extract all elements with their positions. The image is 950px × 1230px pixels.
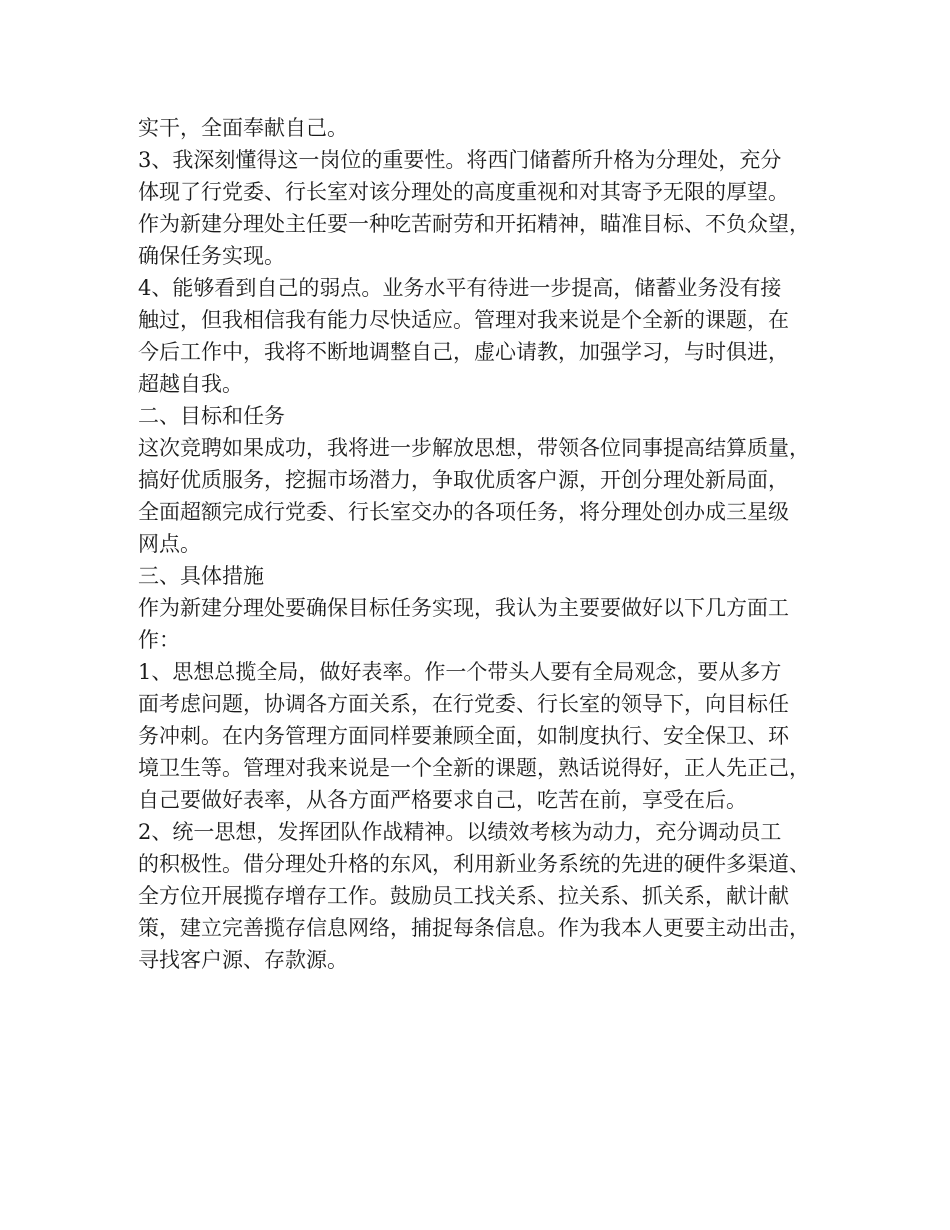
text-line: 全面超额完成行党委、行长室交办的各项任务，将分理处创办成三星级 xyxy=(138,500,789,524)
text-line: 网点。 xyxy=(138,532,201,556)
text-line: 作： xyxy=(138,628,180,652)
text-line: 作为新建分理处要确保目标任务实现，我认为主要要做好以下几方面工 xyxy=(138,596,789,620)
text-line: 务冲刺。在内务管理方面同样要兼顾全面，如制度执行、安全保卫、环 xyxy=(138,724,789,748)
text-line: 作为新建分理处主任要一种吃苦耐劳和开拓精神，瞄准目标、不负众望， xyxy=(138,212,810,236)
section-heading: 三、具体措施 xyxy=(138,564,264,588)
text-line: 寻找客户源、存款源。 xyxy=(138,948,348,972)
document-body xyxy=(138,112,838,976)
text-line: 2、统一思想，发挥团队作战精神。以绩效考核为动力，充分调动员工 xyxy=(138,820,782,844)
section-heading: 二、目标和任务 xyxy=(138,404,285,428)
text-line: 全方位开展揽存增存工作。鼓励员工找关系、拉关系、抓关系，献计献 xyxy=(138,884,789,908)
text-line: 1、思想总揽全局，做好表率。作一个带头人要有全局观念，要从多方 xyxy=(138,660,782,684)
text-line: 的积极性。借分理处升格的东风，利用新业务系统的先进的硬件多渠道、 xyxy=(138,852,810,876)
text-line: 触过，但我相信我有能力尽快适应。管理对我来说是个全新的课题，在 xyxy=(138,308,789,332)
text-line: 超越自我。 xyxy=(138,372,243,396)
text-line: 体现了行党委、行长室对该分理处的高度重视和对其寄予无限的厚望。 xyxy=(138,180,789,204)
text-line: 确保任务实现。 xyxy=(138,244,285,268)
text-line: 这次竞聘如果成功，我将进一步解放思想，带领各位同事提高结算质量， xyxy=(138,436,810,460)
text-line: 实干，全面奉献自己。 xyxy=(138,116,348,140)
text-line: 3、我深刻懂得这一岗位的重要性。将西门储蓄所升格为分理处，充分 xyxy=(138,148,782,172)
text-line: 4、能够看到自己的弱点。业务水平有待进一步提高，储蓄业务没有接 xyxy=(138,276,782,300)
text-line: 策，建立完善揽存信息网络，捕捉每条信息。作为我本人更要主动出击， xyxy=(138,916,810,940)
text-line: 今后工作中，我将不断地调整自己，虚心请教，加强学习，与时俱进， xyxy=(138,340,789,364)
text-line: 搞好优质服务，挖掘市场潜力，争取优质客户源，开创分理处新局面， xyxy=(138,468,789,492)
text-line: 面考虑问题，协调各方面关系，在行党委、行长室的领导下，向目标任 xyxy=(138,692,789,716)
text-line: 自己要做好表率，从各方面严格要求自己，吃苦在前，享受在后。 xyxy=(138,788,747,812)
text-line: 境卫生等。管理对我来说是一个全新的课题，熟话说得好，正人先正己， xyxy=(138,756,810,780)
